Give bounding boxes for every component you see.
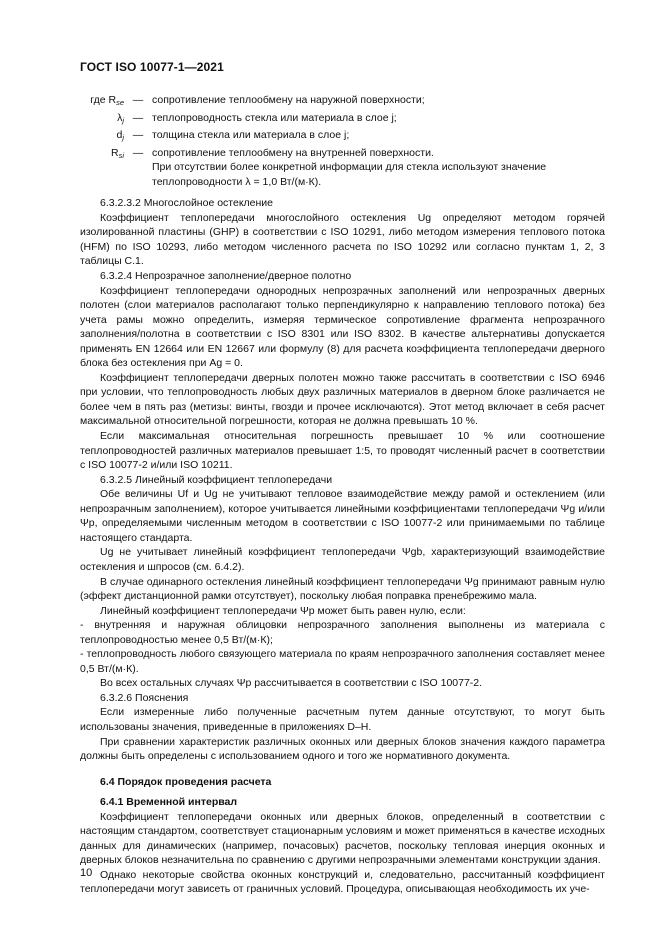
paragraph: 6.3.2.4 Непрозрачное заполнение/дверное полотно (100, 270, 352, 283)
symbol: где R (90, 94, 117, 106)
paragraph: 6.3.2.3.2 Многослойное остекление (100, 197, 274, 210)
paragraph: Во всех остальных случаях Ψp рассчитывается в соответствии с ISO 10077-2. (100, 677, 483, 690)
paragraph-list (80, 196, 605, 763)
paragraph: Если измеренные либо полученные расчетным путем данные отсутствуют, то могут быть использованы значения, приведенные в приложениях D–H. (80, 706, 605, 733)
page-number: 10 (80, 867, 93, 879)
definition-row (80, 128, 605, 146)
paragraph: - внутренняя и наружная облицовки непрозрачного заполнения выполнены из материала с теплопроводностью менее 0,5 Вт/(м·К); (80, 619, 605, 646)
symbol: λ (117, 111, 123, 124)
symbol-subscript: se (116, 98, 124, 107)
paragraph: 6.3.2.6 Пояснения (100, 691, 189, 704)
definition-row (80, 93, 605, 111)
paragraph: Однако некоторые свойства оконных конструкций и, следовательно, рассчитанный коэффициент теплопередачи могут зависеть от граничных условий. Процедура, описывающая необходимость их уче- (80, 868, 605, 896)
dash: — (132, 129, 144, 142)
paragraph: Коэффициент теплопередачи однородных непрозрачных заполнений или непрозрачных дверных полотен (слои материалов располагают только перпендикулярно к направлению теплового потока) без учета рамы можно определить, измеряя термическое сопротивление фрагмента непрозрачного заполнения/полотна в соответствии с ISO 8301 или ISO 8302. В качестве альтернативы допускается применять EN 12664 или EN 12667 или формулу (8) для расчета коэффициента теплопередачи дверного блока без остекления при Ag = 0. (80, 284, 605, 370)
symbol-subscript: j (122, 133, 124, 143)
dash: — (132, 146, 144, 159)
definition-text: толщина стекла или материала в слое j; (152, 129, 350, 142)
dash: — (132, 94, 144, 106)
symbol: d (116, 129, 123, 142)
paragraph: Если максимальная относительная погрешность превышает 10 % или соотношение теплопроводностей различных материалов превышает 1:5, то проводят численный расчет в соответствии с ISO 10077-2 и/или ISO 10211. (80, 430, 605, 472)
definition-text: сопротивление теплообмену на наружной поверхности; (152, 94, 425, 106)
symbol-definitions (80, 93, 605, 189)
definition-row (80, 146, 605, 190)
paragraph: При сравнении характеристик различных оконных или дверных блоков значения каждого параметра должны быть определены с использованием одного и того же нормативного документа. (80, 735, 605, 763)
definition-text: сопротивление теплообмену на внутренней поверхности. (152, 146, 434, 159)
paragraph: 6.3.2.5 Линейный коэффициент теплопередачи (100, 473, 333, 486)
definition-row (80, 111, 605, 129)
paragraph: В случае одинарного остекления линейный коэффициент теплопередачи Ψg принимают равным нулю (эффект дистанционной рамки отсутствует), поскольку любая поправка пренебрежимо мала. (80, 575, 605, 603)
paragraph: Коэффициент теплопередачи многослойного остекления Ug определяют методом горячей изолированной пластины (GHP) в соответствии с ISO 10291, либо методом измерения теплового потока (HFM) по ISO 10293, либо методом численного расчета по ISO 10292 или согласно пунктам 1, 2, 3 таблицы С.1. (80, 211, 605, 268)
dash: — (132, 111, 144, 124)
paragraph: Линейный коэффициент теплопередачи Ψp может быть равен нулю, если: (100, 604, 466, 617)
section-heading: 6.4 Порядок проведения расчета (100, 775, 272, 788)
paragraph: Коэффициент теплопередачи дверных полотен можно также рассчитать в соответствии с ISO 6946 при условии, что теплопроводность любых двух различных материалов в дверном блоке различается не более чем в пять раз (метизы: винты, гвозди и прочее исключаются). Этот метод включает в себя расчет максимальной относительной погрешности, которая не должна превышать 10 %. (80, 371, 605, 428)
symbol: R (110, 146, 119, 159)
symbol-subscript: j (122, 115, 124, 125)
symbol-subscript: si (118, 150, 124, 160)
paragraph: Ug не учитывает линейный коэффициент теплопередачи Ψgb, характеризующий взаимодействие остекления и шпросов (см. 6.4.2). (80, 546, 605, 573)
paragraph: - теплопроводность любого связующего материала по краям непрозрачного заполнения составляет менее 0,5 Вт/(м·К). (80, 648, 605, 675)
document-body (80, 93, 605, 897)
document-header: ГОСТ ISO 10077-1—2021 (80, 60, 224, 74)
subsection-heading: 6.4.1 Временной интервал (100, 796, 238, 809)
paragraph: Коэффициент теплопередачи оконных или дверных блоков, определенный в соответствии с настоящим стандартом, соответствует стационарным условиям и может применяться в качестве исходных данных для динамических (например, почасовых) расчетов, поскольку тепловая инерция оконных и дверных блоков незначительна по сравнению с другими непрозрачными элементами конструкции здания. (80, 810, 605, 867)
definition-note: При отсутствии более конкретной информации для стекла используют значение теплопроводности λ = 1,0 Вт/(м·К). (152, 161, 547, 188)
definition-text: теплопроводность стекла или материала в слое j; (152, 111, 397, 124)
paragraph: Обе величины Uf и Ug не учитывают тепловое взаимодействие между рамой и остеклением (или непрозрачным заполнением), которое учитывается линейными коэффициентами теплопередачи Ψg и/или Ψp, определяемыми численным методом в соответствии с ISO 10077-2 или принимаемыми по таблице настоящего стандарта. (80, 488, 605, 544)
